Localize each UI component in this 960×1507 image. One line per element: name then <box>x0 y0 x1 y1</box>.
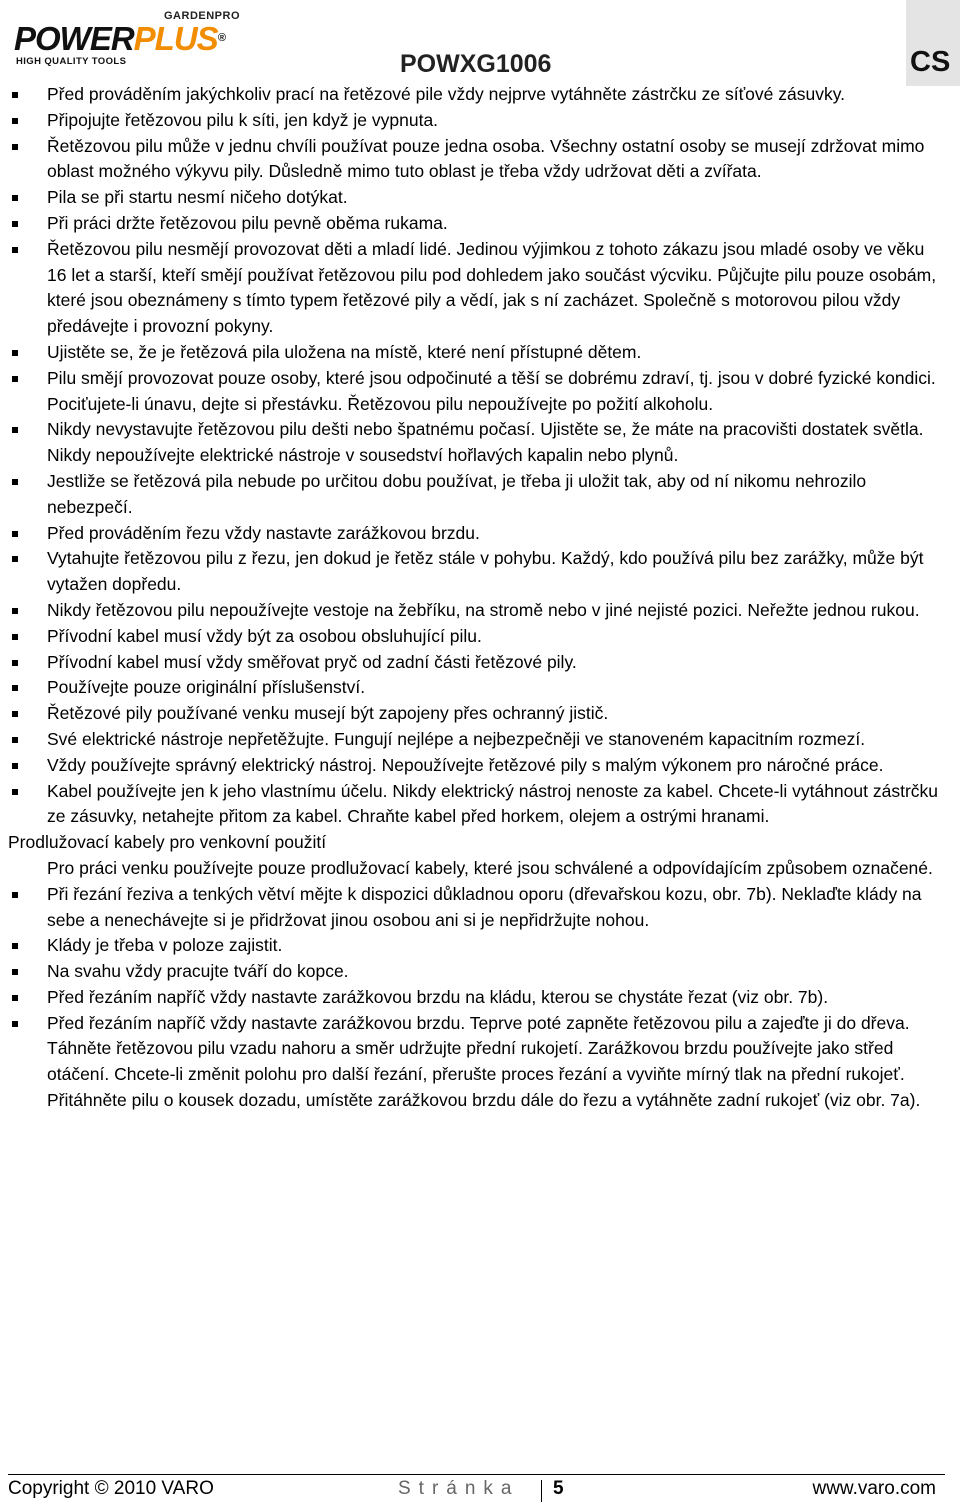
bullet-icon <box>12 685 18 691</box>
bullet-icon <box>12 995 18 1001</box>
list-item: Před řezáním napříč vždy nastavte zarážkovou brzdu. Teprve poté zapněte řetězovou pilu a zajeďte ji do dřeva. Táhněte řetězovou pilu vzadu nahoru a směr udržujte přední rukojetí. Zarážkovou brzdu používejte jako střed otáčení. Chcete-li změnit polohu pro další řezání, přerušte proces řezání a vyviňte mírný tlak na přední rukojeť. Přitáhněte pilu o kousek dozadu, umístěte zarážkovou brzdu dále do řezu a vytáhněte zadní rukojeť (viz obr. 7a). <box>0 1011 960 1114</box>
bullet-icon <box>12 221 18 227</box>
bullet-icon <box>12 892 18 898</box>
list-item: Nikdy řetězovou pilu nepoužívejte vestoje na žebříku, na stromě nebo v jiné nejisté pozici. Neřežte jednou rukou. <box>0 598 960 624</box>
bullet-icon <box>12 634 18 640</box>
page-footer <box>8 1478 945 1504</box>
copyright: Copyright © 2010 VARO <box>8 1478 214 1499</box>
bullet-icon <box>12 376 18 382</box>
brand-tagline: HIGH QUALITY TOOLS <box>16 56 127 67</box>
brand-wordmark <box>14 22 225 55</box>
language-code: CS <box>910 46 951 78</box>
list-item: Vytahujte řetězovou pilu z řezu, jen dokud je řetěz stále v pohybu. Každý, kdo používá pilu bez zarážky, může být vytažen dopředu. <box>0 546 960 598</box>
document-body <box>0 82 960 1114</box>
brand-power: POWER <box>14 20 134 57</box>
bullet-icon <box>12 789 18 795</box>
page-separator <box>541 1480 542 1502</box>
list-item: Řetězovou pilu může v jednu chvíli používat pouze jedna osoba. Všechny ostatní osoby se musejí zdržovat mimo oblast možného výkyvu pily. Důsledně mimo tuto oblast je třeba vždy udržovat děti a zvířata. <box>0 134 960 186</box>
list-item: Přívodní kabel musí vždy směřovat pryč od zadní části řetězové pily. <box>0 650 960 676</box>
list-item: Pila se při startu nesmí ničeho dotýkat. <box>0 185 960 211</box>
bullet-icon <box>12 92 18 98</box>
list-item: Své elektrické nástroje nepřetěžujte. Fungují nejlépe a nejbezpečněji ve stanoveném kapacitním rozmezí. <box>0 727 960 753</box>
registered-mark: ® <box>217 32 225 44</box>
list-item: Vždy používejte správný elektrický nástroj. Nepoužívejte řetězové pily s malým výkonem pro náročné práce. <box>0 753 960 779</box>
list-item: Používejte pouze originální příslušenství. <box>0 675 960 701</box>
footer-divider <box>8 1474 945 1475</box>
bullet-icon <box>12 479 18 485</box>
bullet-icon <box>12 711 18 717</box>
bullet-icon <box>12 1021 18 1027</box>
list-item: Připojujte řetězovou pilu k síti, jen když je vypnuta. <box>0 108 960 134</box>
page-header <box>0 0 960 80</box>
list-item: Řetězové pily používané venku musejí být zapojeny přes ochranný jistič. <box>0 701 960 727</box>
list-item: Před řezáním napříč vždy nastavte zarážkovou brzdu na kládu, kterou se chystáte řezat (viz obr. 7b). <box>0 985 960 1011</box>
section-heading: Prodlužovací kabely pro venkovní použití <box>8 832 327 853</box>
bullet-icon <box>12 427 18 433</box>
powerplus-logo <box>14 8 274 68</box>
list-item: Ujistěte se, že je řetězová pila uložena na místě, které není přístupné dětem. <box>0 340 960 366</box>
bullet-icon <box>12 195 18 201</box>
bullet-icon <box>12 763 18 769</box>
bullet-icon <box>12 531 18 537</box>
list-item: Kabel používejte jen k jeho vlastnímu účelu. Nikdy elektrický nástroj nenoste za kabel. Chcete-li vytáhnout zástrčku ze zásuvky, netahejte přitom za kabel. Chraňte kabel před horkem, olejem a ostrými hranami. <box>0 779 960 831</box>
page-number: 5 <box>553 1478 564 1499</box>
bullet-icon <box>12 247 18 253</box>
brand-plus: PLUS <box>133 20 218 57</box>
bullet-icon <box>12 608 18 614</box>
list-item: Klády je třeba v poloze zajistit. <box>0 933 960 959</box>
website-link[interactable]: www.varo.com <box>812 1478 936 1499</box>
bullet-icon <box>12 660 18 666</box>
bullet-icon <box>12 350 18 356</box>
list-item: Na svahu vždy pracujte tváří do kopce. <box>0 959 960 985</box>
model-number: POWXG1006 <box>400 50 552 78</box>
bullet-icon <box>12 969 18 975</box>
list-item: Pilu smějí provozovat pouze osoby, které jsou odpočinuté a těší se dobrému zdraví, tj. jsou v dobré fyzické kondici. Pociťujete-li únavu, dejte si přestávku. Řetězovou pilu nepoužívejte po požití alkoholu. <box>0 366 960 418</box>
list-item: Při práci držte řetězovou pilu pevně oběma rukama. <box>0 211 960 237</box>
section-intro: Pro práci venku používejte pouze prodlužovací kabely, které jsou schválené a odpovídajícím způsobem označené. <box>47 857 933 878</box>
bullet-icon <box>12 737 18 743</box>
list-item: Před prováděním řezu vždy nastavte zarážkovou brzdu. <box>0 521 960 547</box>
list-item: Jestliže se řetězová pila nebude po určitou dobu používat, je třeba ji uložit tak, aby od ní nikomu nehrozilo nebezpečí. <box>0 469 960 521</box>
bullet-icon <box>12 556 18 562</box>
list-item: Přívodní kabel musí vždy být za osobou obsluhující pilu. <box>0 624 960 650</box>
brand-gardenpro: GARDENPRO <box>164 10 241 22</box>
list-item: Při řezání řeziva a tenkých větví mějte k dispozici důkladnou oporu (dřevařskou kozu, obr. 7b). Neklaďte klády na sebe a nenechávejte si je přidržovat jinou osobou ani si je nepřidržujte nohou. <box>0 882 960 934</box>
bullet-icon <box>12 943 18 949</box>
list-item: Nikdy nevystavujte řetězovou pilu dešti nebo špatnému počasí. Ujistěte se, že máte na pracovišti dostatek světla. Nikdy nepoužívejte elektrické nástroje v sousedství hořlavých kapalin nebo plynů. <box>0 417 960 469</box>
page-label: Stránka <box>398 1478 520 1499</box>
bullet-icon <box>12 118 18 124</box>
bullet-icon <box>12 144 18 150</box>
list-item: Před prováděním jakýchkoliv prací na řetězové pile vždy nejprve vytáhněte zástrčku ze síťové zásuvky. <box>0 82 960 108</box>
list-item: Řetězovou pilu nesmějí provozovat děti a mladí lidé. Jedinou výjimkou z tohoto zákazu jsou mladé osoby ve věku 16 let a starší, kteří smějí používat řetězovou pilu pod dohledem jako součást výcviku. Půjčujte pilu pouze osobám, které jsou obeznámeny s tímto typem řetězové pily a vědí, jak s ní zacházet. Společně s motorovou pilou vždy předávejte i provozní pokyny. <box>0 237 960 340</box>
